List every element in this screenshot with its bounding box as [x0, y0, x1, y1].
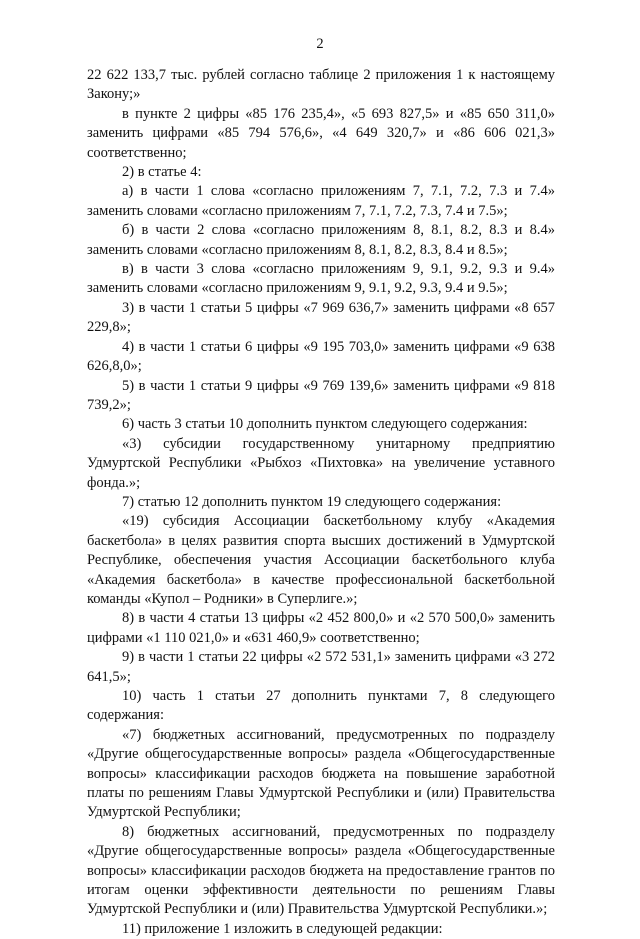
paragraph: 8) бюджетных ассигнований, предусмотренных по подразделу «Другие общегосударственные вопросы» раздела «Общегосударственные вопросы» классификации расходов бюджета на предоставление грантов по итогам оценки эффективности деятельности по решениям Главы Удмуртской Республики и (или) Правительства Удмуртской Республики.»; [87, 823, 555, 918]
paragraph: 9) в части 1 статьи 22 цифры «2 572 531,1» заменить цифрами «3 272 641,5»; [87, 649, 555, 685]
paragraph: «7) бюджетных ассигнований, предусмотренных по подразделу «Другие общегосударственные вопросы» раздела «Общегосударственные вопросы» классификации расходов бюджета на повышение заработной платы по решениям Главы Удмуртской Республики и (или) Правительства Удмуртской Республики; [87, 726, 555, 821]
paragraph: в пункте 2 цифры «85 176 235,4», «5 693 827,5» и «85 650 311,0» заменить цифрами «85 794 576,6», «4 649 320,7» и «86 606 021,3» соответственно; [87, 105, 555, 161]
page-number: 2 [316, 36, 324, 52]
paragraph: 8) в части 4 статьи 13 цифры «2 452 800,0» и «2 570 500,0» заменить цифрами «1 110 021,0» и «631 460,9» соответственно; [87, 610, 555, 646]
paragraph: 22 622 133,7 тыс. рублей согласно таблице 2 приложения 1 к настоящему Закону;» [87, 67, 555, 103]
paragraph: «19) субсидия Ассоциации баскетбольному клубу «Академия баскетбола» в целях развития спорта высших достижений в Удмуртской Республике, обеспечения участия Ассоциации баскетбольного клуба «Академия баскетбола» в качестве профессиональной баскетбольной команды «Купол – Родники» в Суперлиге.»; [87, 513, 555, 607]
paragraph: 11) приложение 1 изложить в следующей редакции: [122, 920, 443, 937]
paragraph: 4) в части 1 статьи 6 цифры «9 195 703,0» заменить цифрами «9 638 626,8,0»; [87, 338, 555, 375]
paragraph: «3) субсидии государственному унитарному предприятию Удмуртской Республики «Рыбхоз «Пихтовка» на увеличение уставного фонда.»; [87, 435, 555, 491]
paragraph: 3) в части 1 статьи 5 цифры «7 969 636,7» заменить цифрами «8 657 229,8»; [87, 299, 555, 336]
paragraph: 7) статью 12 дополнить пунктом 19 следующего содержания: [122, 493, 502, 510]
paragraph: 5) в части 1 статьи 9 цифры «9 769 139,6» заменить цифрами «9 818 739,2»; [87, 377, 555, 413]
paragraph: 10) часть 1 статьи 27 дополнить пунктами 7, 8 следующего содержания: [87, 688, 555, 724]
paragraph: в) в части 3 слова «согласно приложениям 9, 9.1, 9.2, 9.3 и 9.4» заменить словами «согласно приложениям 9, 9.1, 9.2, 9.3, 9.4 и 9.5»; [87, 261, 555, 297]
paragraph: б) в части 2 слова «согласно приложениям 8, 8.1, 8.2, 8.3 и 8.4» заменить словами «согласно приложениям 8, 8.1, 8.2, 8.3, 8.4 и 8.5»; [87, 222, 555, 258]
paragraph: а) в части 1 слова «согласно приложениям 7, 7.1, 7.2, 7.3 и 7.4» заменить словами «согласно приложениям 7, 7.1, 7.2, 7.3, 7.4 и 7.5»; [87, 183, 555, 219]
paragraph: 6) часть 3 статьи 10 дополнить пунктом следующего содержания: [122, 416, 528, 433]
paragraph: 2) в статье 4: [122, 164, 202, 181]
document-body [87, 66, 555, 939]
